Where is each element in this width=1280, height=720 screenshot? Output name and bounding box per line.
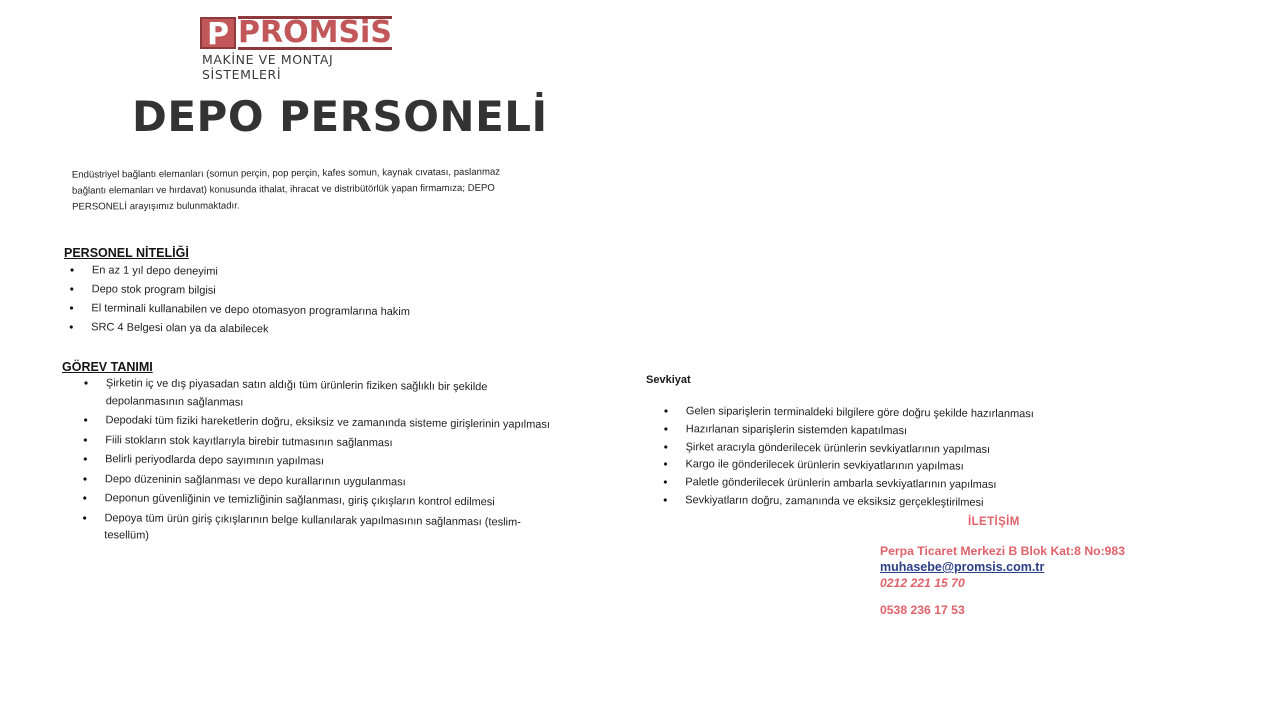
list-item: • SRC 4 Belgesi olan ya da alabilecek xyxy=(69,318,489,342)
sevkiyat-list xyxy=(663,403,1084,513)
list-item: • Kargo ile gönderilecek ürünlerin sevkiyatlarının yapılması xyxy=(663,456,1083,477)
contact-phone-mobile: 0538 236 17 53 xyxy=(880,603,965,617)
list-item: • Sevkiyatların doğru, zamanında ve eksiksiz gerçekleştirilmesi xyxy=(663,492,1083,513)
list-item: • En az 1 yıl depo deneyimi xyxy=(70,261,490,285)
list-item: • Belirli periyodlarda depo sayımının yapılması xyxy=(83,451,563,474)
nitelik-heading: PERSONEL NİTELİĞİ xyxy=(64,246,189,260)
list-item: • Paletle gönderilecek ürünlerin ambarla sevkiyatlarının yapılması xyxy=(663,474,1083,495)
list-item: • Şirket aracıyla gönderilecek ürünlerin sevkiyatlarının yapılması xyxy=(664,439,1084,460)
intro-paragraph: Endüstriyel bağlantı elemanları (somun perçin, pop perçin, kafes somun, kaynak cıvatası, paslanmaz bağlantı elemanları ve hırdavat) konusunda ithalat, ihracat ve distribütörlük yapan firmamıza; DEPO PERSONELİ arayışımız bulunmaktadır. xyxy=(71,166,501,213)
list-item: • Depoya tüm ürün giriş çıkışlarının belge kullanılarak yapılmasının sağlanması (teslim-tesellüm) xyxy=(82,509,562,549)
contact-email-link[interactable]: muhasebe@promsis.com.tr xyxy=(880,560,1045,574)
contact-heading: İLETİŞİM xyxy=(968,516,1020,528)
contact-phone-landline: 0212 221 15 70 xyxy=(880,576,965,590)
logo-p-badge: P xyxy=(200,17,236,49)
nitelik-list xyxy=(69,261,490,342)
logo-mark xyxy=(200,16,412,50)
list-item: • Fiili stokların stok kayıtlarıyla birebir tutmasının sağlanması xyxy=(83,431,563,454)
logo-subtitle: MAKİNE VE MONTAJ SİSTEMLERİ xyxy=(202,52,334,82)
list-item: • Depo düzeninin sağlanması ve depo kurallarının uygulanması xyxy=(83,470,563,493)
sevkiyat-heading: Sevkiyat xyxy=(646,374,691,386)
logo-wordmark: PROMSiS xyxy=(238,15,392,50)
gorev-heading: GÖREV TANIMI xyxy=(62,360,153,374)
list-item: • Hazırlanan siparişlerin sistemden kapatılması xyxy=(664,421,1084,442)
list-item: • Deponun güvenliğinin ve temizliğinin sağlanması, giriş çıkışların kontrol edilmesi xyxy=(83,490,563,513)
list-item: • Depo stok program bilgisi xyxy=(70,280,490,304)
list-item: • Depodaki tüm fiziki hareketlerin doğru, eksiksiz ve zamanında sisteme girişlerinin yapılması xyxy=(83,412,563,435)
company-logo xyxy=(200,16,412,82)
contact-address: Perpa Ticaret Merkezi B Blok Kat:8 No:983 xyxy=(880,544,1125,558)
gorev-list xyxy=(82,375,564,552)
list-item: • El terminali kullanabilen ve depo otomasyon programlarına hakim xyxy=(69,299,489,323)
list-item: • Gelen siparişlerin terminaldeki bilgilere göre doğru şekilde hazırlanması xyxy=(664,403,1084,424)
page-title: DEPO PERSONELİ xyxy=(132,92,548,141)
list-item: • Şirketin iç ve dış piyasadan satın aldığı tüm ürünlerin fiziken sağlıklı bir şekilde depolanmasının sağlanması xyxy=(84,375,564,415)
